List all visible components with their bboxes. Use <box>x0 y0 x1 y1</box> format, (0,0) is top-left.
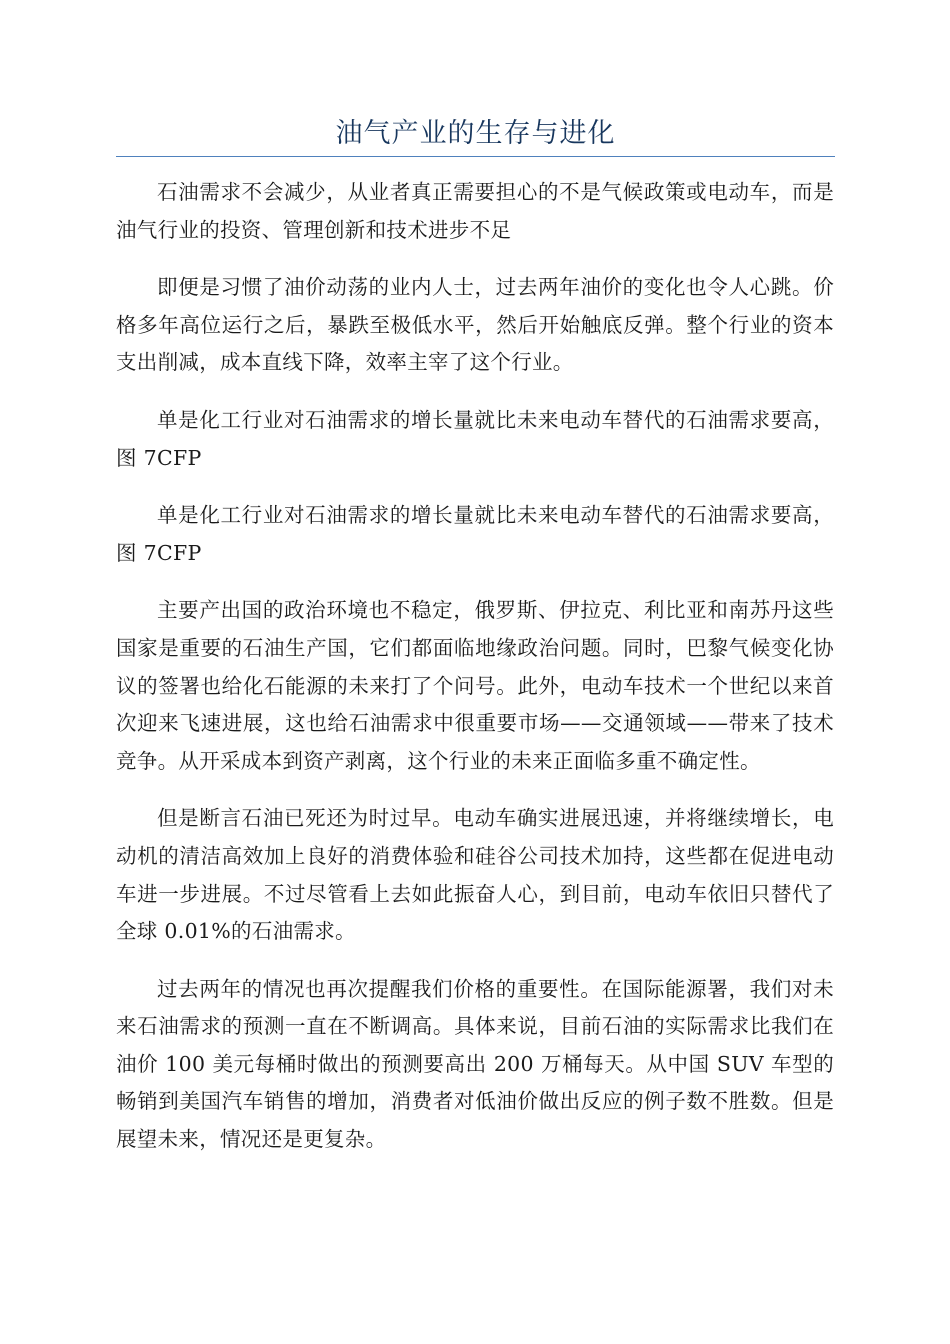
paragraph: 但是断言石油已死还为时过早。电动车确实进展迅速，并将继续增长，电动机的清洁高效加上良好的消费体验和硅谷公司技术加持，这些都在促进电动车进一步进展。不过尽管看上去如此振奋人心，到目前，电动车依旧只替代了全球 0.01%的石油需求。 <box>116 806 834 944</box>
paragraph: 单是化工行业对石油需求的增长量就比未来电动车替代的石油需求要高，图 7CFP <box>116 503 834 565</box>
document-title: 油气产业的生存与进化 <box>335 118 616 149</box>
document-body <box>116 174 834 1179</box>
paragraph: 过去两年的情况也再次提醒我们价格的重要性。在国际能源署，我们对未来石油需求的预测一直在不断调高。具体来说，目前石油的实际需求比我们在油价 100 美元每桶时做出的预测要高出 200 万桶每天。从中国 SUV 车型的畅销到美国汽车销售的增加，消费者对低油价做出反应的例子数不胜数。但是展望未来，情况还是更复杂。 <box>116 976 834 1152</box>
title-block <box>116 112 835 157</box>
paragraph: 即便是习惯了油价动荡的业内人士，过去两年油价的变化也令人心跳。价格多年高位运行之后，暴跌至极低水平，然后开始触底反弹。整个行业的资本支出削减，成本直线下降，效率主宰了这个行业。 <box>116 275 834 375</box>
paragraph: 单是化工行业对石油需求的增长量就比未来电动车替代的石油需求要高，图 7CFP <box>116 407 834 470</box>
paragraph: 主要产出国的政治环境也不稳定，俄罗斯、伊拉克、利比亚和南苏丹这些国家是重要的石油生产国，它们都面临地缘政治问题。同时，巴黎气候变化协议的签署也给化石能源的未来打了个问号。此外，电动车技术一个世纪以来首次迎来飞速进展，这也给石油需求中很重要市场——交通领域——带来了技术竞争。从开采成本到资产剥离，这个行业的未来正面临多重不确定性。 <box>116 598 834 773</box>
paragraph: 石油需求不会减少，从业者真正需要担心的不是气候政策或电动车，而是油气行业的投资、管理创新和技术进步不足 <box>116 180 834 242</box>
